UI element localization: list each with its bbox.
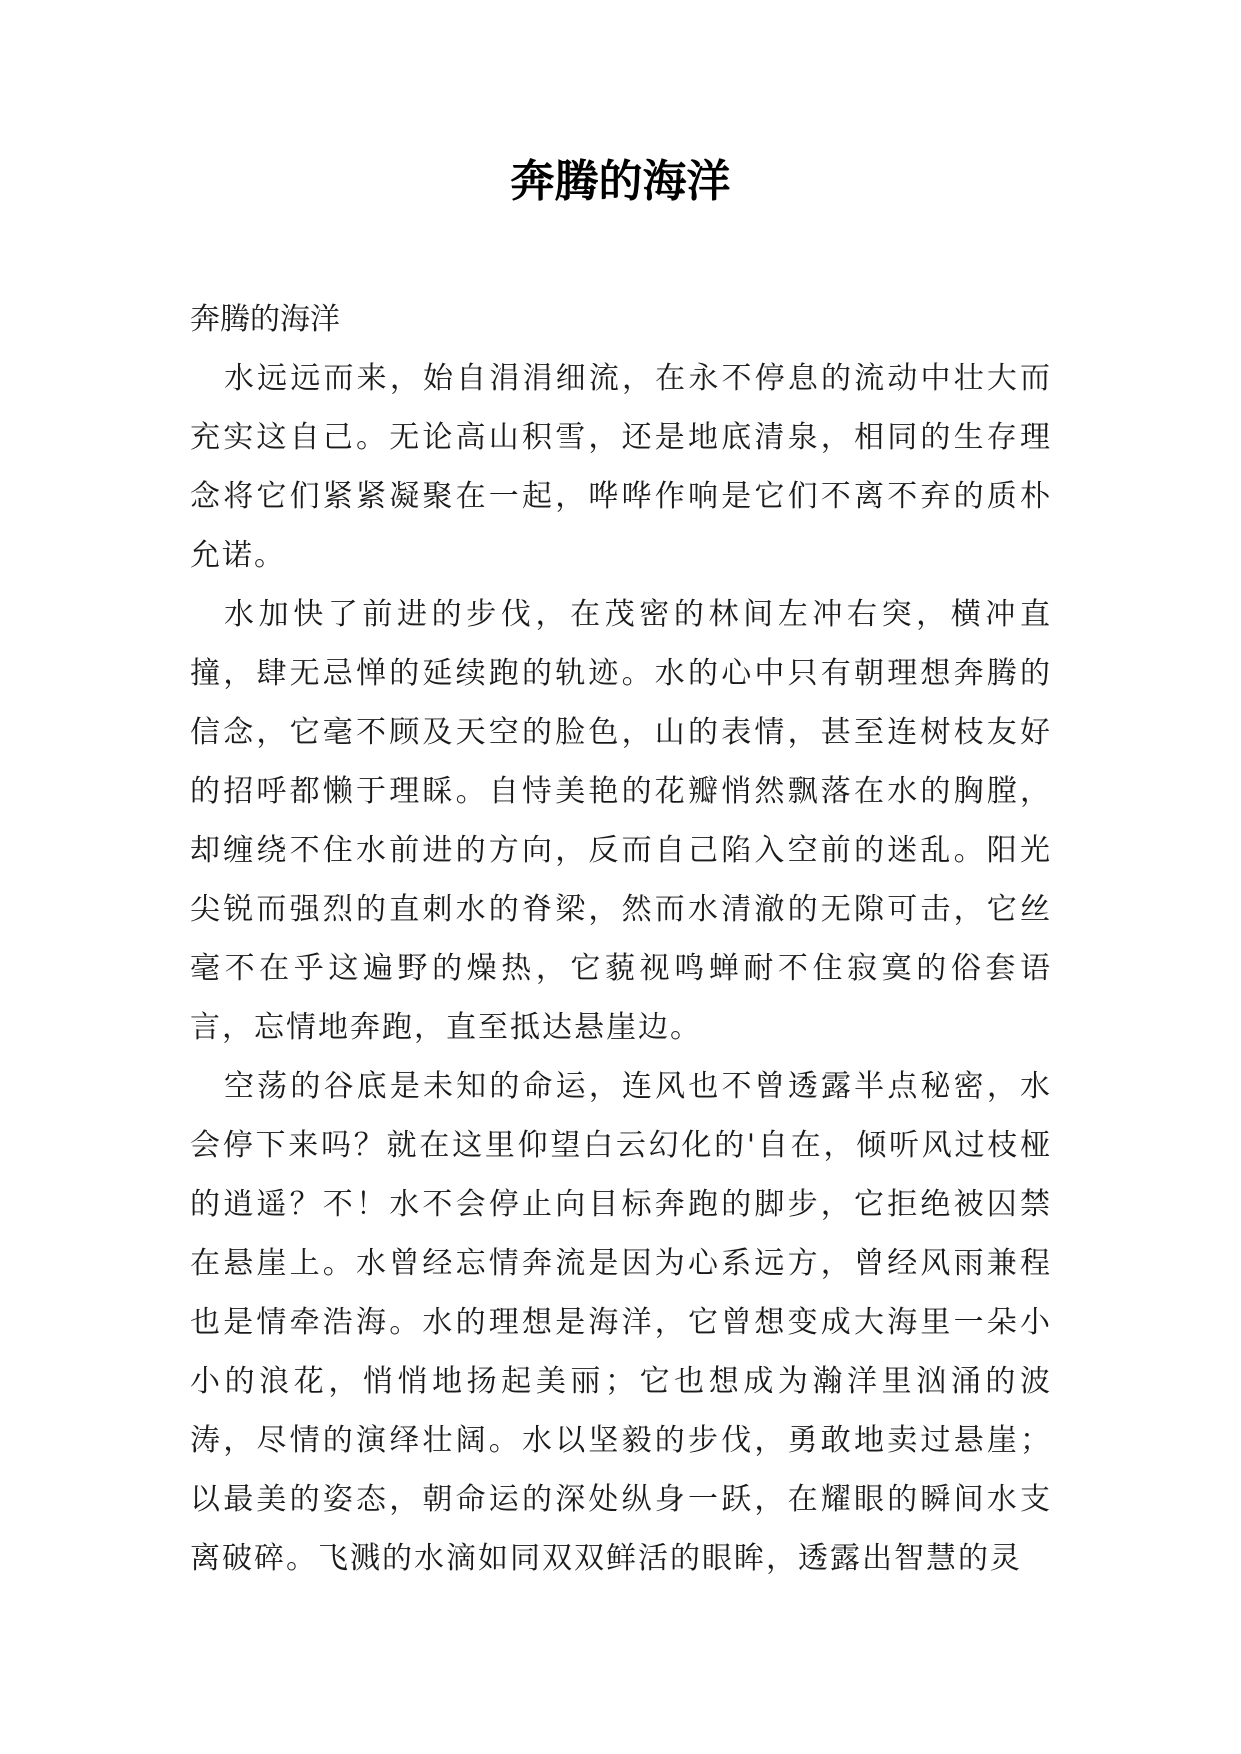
document-title: 奔腾的海洋 — [510, 156, 731, 207]
paragraph-1: 水远远而来，始自涓涓细流，在永不停息的流动中壮大而充实这自己。无论高山积雪，还是地底清泉，相同的生存理念将它们紧紧凝聚在一起，哗哗作响是它们不离不弃的质朴允诺。 — [190, 361, 1052, 573]
document-body — [190, 290, 1052, 1588]
paragraph-3: 空荡的谷底是未知的命运，连风也不曾透露半点秘密，水会停下来吗？就在这里仰望白云幻化的'自在，倾听风过枝桠的逍遥？不！水不会停止向目标奔跑的脚步，它拒绝被囚禁在悬崖上。水曾经忘情奔流是因为心系远方，曾经风雨兼程也是情牵浩海。水的理想是海洋，它曾想变成大海里一朵小小的浪花，悄悄地扬起美丽；它也想成为瀚洋里汹涌的波涛，尽情的演绎壮阔。水以坚毅的步伐，勇敢地卖过悬崖；以最美的姿态，朝命运的深处纵身一跃，在耀眼的瞬间水支离破碎。飞溅的水滴如同双双鲜活的眼眸，透露出智慧的灵 — [190, 1069, 1052, 1576]
paragraph-2: 水加快了前进的步伐，在茂密的林间左冲右突，横冲直撞，肆无忌惮的延续跑的轨迹。水的心中只有朝理想奔腾的信念，它毫不顾及天空的脸色，山的表情，甚至连树枝友好的招呼都懒于理睬。自恃美艳的花瓣悄然飘落在水的胸膛，却缠绕不住水前进的方向，反而自己陷入空前的迷乱。阳光尖锐而强烈的直刺水的脊梁，然而水清澈的无隙可击，它丝毫不在乎这遍野的燥热，它藐视鸣蝉耐不住寂寞的俗套语言，忘情地奔跑，直至抵达悬崖边。 — [190, 597, 1052, 1045]
document-subtitle: 奔腾的海洋 — [190, 302, 340, 337]
